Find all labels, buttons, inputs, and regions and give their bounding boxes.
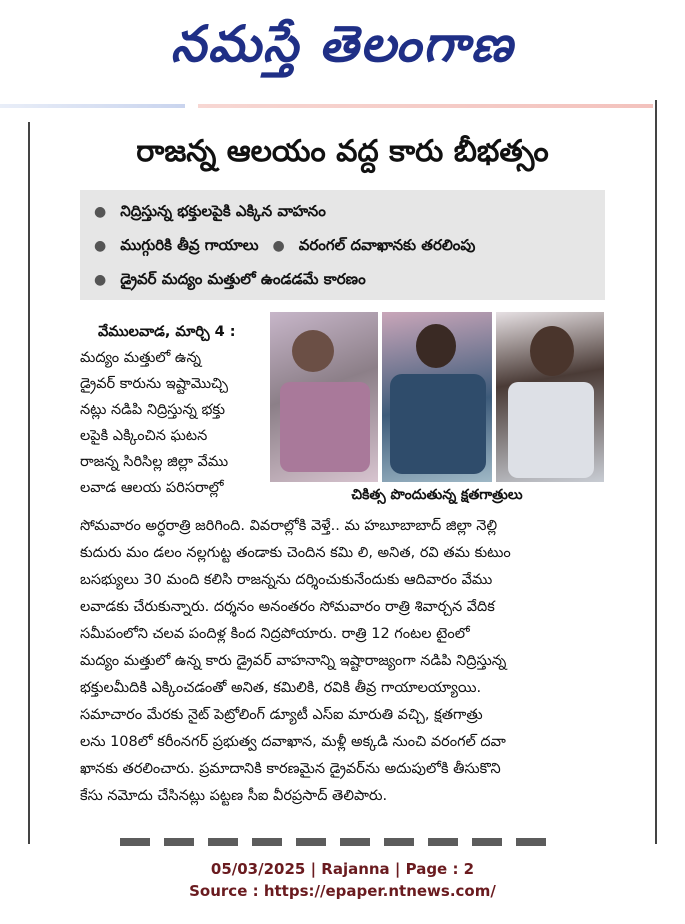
bullet-line bbox=[94, 270, 366, 292]
garment-shape bbox=[390, 374, 486, 474]
patient-figure bbox=[416, 324, 456, 368]
body-line: లవాడ ఆలయ పరిసరాల్లో bbox=[80, 480, 224, 496]
dateline: వేములవాడ, మార్చి 4 : bbox=[98, 324, 236, 340]
bullet-icon: ● bbox=[94, 204, 107, 220]
body-line: మద్యం మత్తులో ఉన్న కారు డ్రైవర్ వాహనాన్ని ఇష్టారాజ్యంగా నడిపి నిద్రిస్తున్న bbox=[80, 653, 507, 669]
patient-figure bbox=[292, 330, 334, 372]
bullet-summary-box bbox=[80, 190, 605, 300]
next-article-cutoff bbox=[120, 838, 560, 846]
body-line: కేసు నమోదు చేసినట్లు పట్టణ సీఐ వీరప్రసాద్ తెలిపారు. bbox=[80, 788, 388, 804]
body-line: సమీపంలోని చలవ పందిళ్ల కింద నిద్రపోయారు. రాత్రి 12 గంటల టైంలో bbox=[80, 626, 470, 642]
injured-man-photo bbox=[496, 312, 604, 482]
photo-collage bbox=[270, 312, 604, 512]
patient-figure bbox=[530, 326, 574, 376]
injured-woman-photo-1 bbox=[270, 312, 378, 482]
bullet-text: ముగ్గురికి తీవ్ర గాయాలు bbox=[120, 236, 259, 254]
bullet-icon: ● bbox=[94, 272, 107, 288]
body-line: ఖానకు తరలించారు. ప్రమాదానికి కారణమైన డ్రైవర్‌ను అదుపులోకి తీసుకొని bbox=[80, 761, 501, 777]
bullet-icon: ● bbox=[94, 238, 107, 254]
footer-page-meta: 05/03/2025 | Rajanna | Page : 2 bbox=[210, 860, 475, 878]
body-line: డ్రైవర్ కారును ఇష్టామొచ్చి bbox=[80, 376, 228, 392]
body-line: లవాడకు చేరుకున్నారు. దర్శనం అనంతరం సోమవారం రాత్రి శివార్చన వేదిక bbox=[80, 599, 495, 615]
bullet-line bbox=[94, 202, 326, 224]
body-line: బసభ్యులు 30 మంది కలిసి రాజన్నను దర్శించుకునేందుకు ఆదివారం వేము bbox=[80, 572, 493, 588]
body-line: లను 108లో కరీంనగర్ ప్రభుత్వ దవాఖాన, మళ్లీ అక్కడి నుంచి వరంగల్ దవా bbox=[80, 734, 506, 750]
blanket-shape bbox=[280, 382, 370, 472]
newspaper-logo: నమస్తే తెలంగాణ bbox=[170, 14, 515, 73]
body-line: లపైకి ఎక్కించిన ఘటన bbox=[80, 428, 208, 444]
photo-caption: చికిత్స పొందుతున్న క్షతగాత్రులు bbox=[351, 486, 523, 503]
body-line: నట్లు నడిపి నిద్రిస్తున్న భక్తు bbox=[80, 402, 225, 418]
article-headline: రాజన్న ఆలయం వద్ద కారు బీభత్సం bbox=[136, 134, 549, 169]
body-line: భక్తులమీదికి ఎక్కించడంతో అనిత, కమిలికి, రవికి తీవ్ర గాయాలయ్యాయి. bbox=[80, 680, 482, 696]
footer-source-link[interactable]: Source : https://epaper.ntnews.com/ bbox=[189, 882, 496, 900]
masthead-rule-left bbox=[0, 104, 185, 108]
body-line: సోమవారం అర్ధరాత్రి జరిగింది. వివరాల్లోకి వెళ్తే.. మ హబూబాబాద్ జిల్లా నెల్లి bbox=[80, 518, 498, 534]
bullet-icon: ● bbox=[272, 238, 285, 254]
body-line: సమాచారం మేరకు నైట్ పెట్రోలింగ్ డ్యూటీ ఎస్ఐ మారుతి వచ్చి, క్షతగాత్రు bbox=[80, 707, 483, 723]
bullet-text: డ్రైవర్ మద్యం మత్తులో ఉండడమే కారణం bbox=[120, 270, 366, 288]
bullet-text: నిద్రిస్తున్న భక్తులపైకి ఎక్కిన వాహనం bbox=[120, 202, 326, 220]
page-frame-right bbox=[655, 100, 657, 844]
masthead-rule-right bbox=[198, 104, 653, 108]
masthead bbox=[0, 0, 685, 100]
injured-woman-photo-2 bbox=[382, 312, 492, 482]
bullet-text: వరంగల్ దవాఖానకు తరలింపు bbox=[298, 236, 476, 254]
page-frame-left bbox=[28, 122, 30, 844]
bullet-line bbox=[94, 236, 475, 258]
body-line: కుదురు మం డలం నల్లగుట్ట తండాకు చెందిన కమి లి, అనిత, రవి తమ కుటుం bbox=[80, 545, 511, 561]
shirt-shape bbox=[508, 382, 594, 478]
body-line: రాజన్న సిరిసిల్ల జిల్లా వేము bbox=[80, 454, 229, 470]
body-line: మద్యం మత్తులో ఉన్న bbox=[80, 350, 201, 366]
